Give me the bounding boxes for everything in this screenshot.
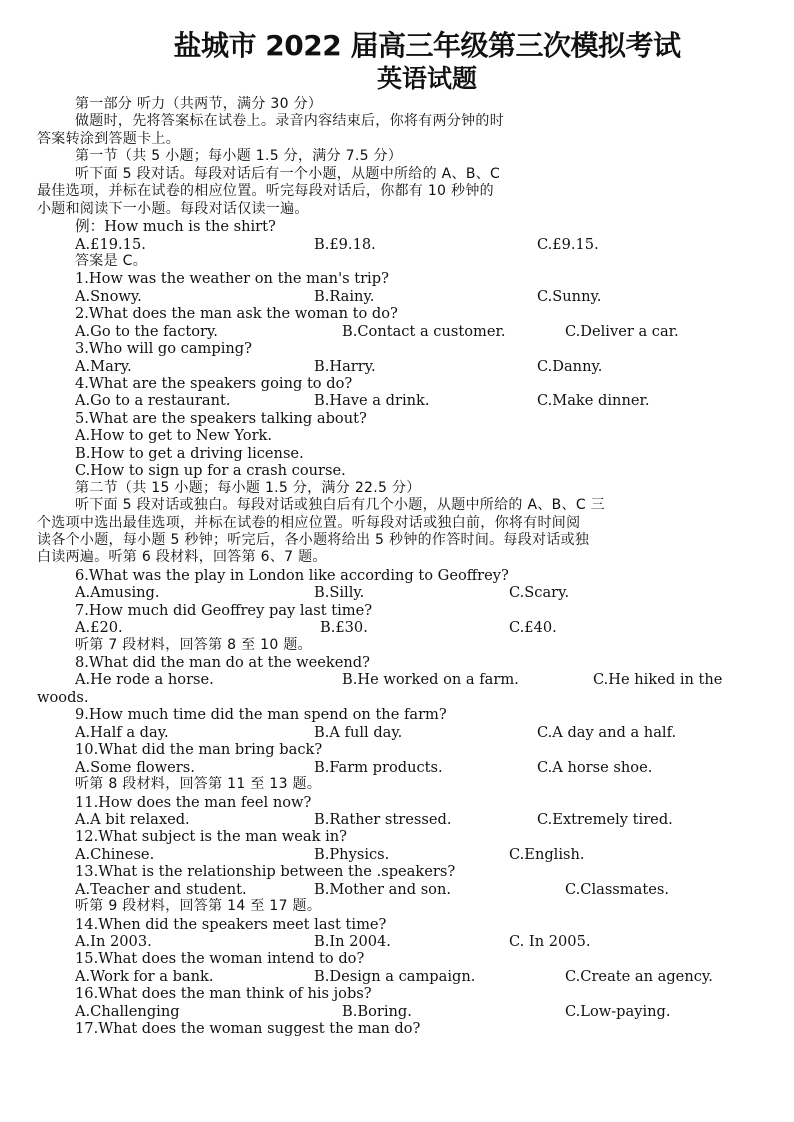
text-line xyxy=(0,776,794,793)
line-text: 7.How much did Geoffrey pay last time? xyxy=(75,601,373,619)
option-text: C.Create an agency. xyxy=(565,967,713,985)
line-text: 12.What subject is the man weak in? xyxy=(75,828,347,846)
option-text: B.Boring. xyxy=(342,1002,412,1020)
line-text: A.Amusing. xyxy=(75,584,160,602)
line-text: 听第 8 段材料，回答第 11 至 13 题。 xyxy=(75,776,322,793)
line-text: 第一节（共 5 小题；每小题 1.5 分，满分 7.5 分） xyxy=(75,148,403,165)
line-text: 13.What is the relationship between the .speakers? xyxy=(75,863,456,881)
option-text: C.English. xyxy=(509,845,585,863)
line-text: A.In 2003. xyxy=(75,933,152,950)
option-text: B.He worked on a farm. xyxy=(342,671,519,689)
line-text: 读各个小题，每小题 5 秒钟；听完后，各小题将给出 5 秒钟的作答时间。每段对话或独 xyxy=(37,531,590,548)
text-line xyxy=(0,113,794,130)
option-text: B.In 2004. xyxy=(314,933,391,950)
text-line xyxy=(0,305,794,322)
option-text: B.£30. xyxy=(320,619,368,637)
exam-title: 盐城市 2022 届高三年级第三次模拟考试 xyxy=(173,29,681,62)
option-text: B.Physics. xyxy=(314,845,390,863)
line-text: 8.What did the man do at the weekend? xyxy=(75,654,370,671)
line-text: A.Half a day. xyxy=(75,723,169,741)
option-text: C.A day and a half. xyxy=(537,723,677,741)
option-text: B.Contact a customer. xyxy=(342,322,506,340)
text-line xyxy=(0,1003,794,1020)
text-line xyxy=(0,462,794,479)
text-line xyxy=(0,340,794,357)
text-line xyxy=(0,515,794,532)
line-text: 15.What does the woman intend to do? xyxy=(75,950,365,968)
text-line xyxy=(0,567,794,584)
line-text: A.Go to a restaurant. xyxy=(75,392,231,410)
line-text: 17.What does the woman suggest the man do? xyxy=(75,1020,421,1038)
line-text: A.Snowy. xyxy=(75,287,142,305)
option-text: C.Danny. xyxy=(537,357,603,375)
option-text: B.Silly. xyxy=(314,584,365,602)
line-text: 第二节（共 15 小题；每小题 1.5 分，满分 22.5 分） xyxy=(75,479,421,496)
line-text: 做题时，先将答案标在试卷上。录音内容结束后，你将有两分钟的时 xyxy=(75,113,504,130)
text-line xyxy=(0,549,794,566)
text-line xyxy=(0,933,794,950)
line-text: 10.What did the man bring back? xyxy=(75,741,323,759)
text-line xyxy=(0,985,794,1002)
option-text: C.Extremely tired. xyxy=(537,810,673,828)
option-text: C.Deliver a car. xyxy=(565,322,679,340)
text-line xyxy=(0,480,794,497)
text-line xyxy=(0,358,794,375)
line-text: A.£19.15. xyxy=(75,235,146,253)
text-line xyxy=(0,619,794,636)
line-text: woods. xyxy=(37,688,89,706)
text-line xyxy=(0,654,794,671)
line-text: 16.What does the man think of his jobs? xyxy=(75,985,372,1003)
line-text: 个选项中选出最佳选项，并标在试卷的相应位置。听每段对话或独白前，你将有时间阅 xyxy=(37,514,581,531)
text-line xyxy=(0,741,794,758)
text-line xyxy=(0,759,794,776)
line-text: 听下面 5 段对话。每段对话后有一个小题，从题中所给的 A、B、C xyxy=(75,165,501,182)
text-line xyxy=(0,706,794,723)
line-text: A.He rode a horse. xyxy=(75,671,214,689)
text-line xyxy=(0,950,794,967)
option-text: B.£9.18. xyxy=(314,235,376,253)
text-line xyxy=(0,131,794,148)
line-text: 小题和阅读下一小题。每段对话仅读一遍。 xyxy=(37,200,309,217)
text-line xyxy=(0,288,794,305)
text-line xyxy=(0,828,794,845)
text-line xyxy=(0,724,794,741)
text-line xyxy=(0,846,794,863)
text-line xyxy=(0,637,794,654)
option-text: C.Scary. xyxy=(509,584,570,602)
line-text: 6.What was the play in London like according to Geoffrey? xyxy=(75,566,509,584)
line-text: C.How to sign up for a crash course. xyxy=(75,462,346,480)
line-text: 4.What are the speakers going to do? xyxy=(75,375,353,392)
text-line xyxy=(0,445,794,462)
text-line xyxy=(0,898,794,915)
option-text: C.Make dinner. xyxy=(537,392,650,410)
text-line xyxy=(0,602,794,619)
option-text: C.A horse shoe. xyxy=(537,758,653,776)
option-text: B.Rather stressed. xyxy=(314,810,452,828)
line-text: 5.What are the speakers talking about? xyxy=(75,409,367,427)
text-line xyxy=(0,270,794,287)
line-text: A.A bit relaxed. xyxy=(75,810,190,828)
text-line xyxy=(0,689,794,706)
line-text: 11.How does the man feel now? xyxy=(75,793,312,811)
line-text: 听下面 5 段对话或独白。每段对话或独白后有几个小题，从题中所给的 A、B、C 三 xyxy=(75,497,605,514)
option-text: B.Rainy. xyxy=(314,287,375,305)
exam-body xyxy=(0,96,794,1038)
text-line xyxy=(0,863,794,880)
line-text: 最佳选项，并标在试卷的相应位置。听完每段对话后，你都有 10 秒钟的 xyxy=(37,183,494,200)
line-text: 答案转涂到答题卡上。 xyxy=(37,130,180,147)
line-text: A.£20. xyxy=(75,619,123,637)
line-text: 白读两遍。听第 6 段材料，回答第 6、7 题。 xyxy=(37,549,327,566)
text-line xyxy=(0,236,794,253)
text-line xyxy=(0,392,794,409)
line-text: 听第 7 段材料，回答第 8 至 10 题。 xyxy=(75,636,312,653)
text-line xyxy=(0,96,794,113)
option-text: C.£9.15. xyxy=(537,235,599,253)
line-text: A.Challenging xyxy=(75,1002,180,1020)
line-text: A.Teacher and student. xyxy=(75,880,247,898)
option-text: C. In 2005. xyxy=(509,933,591,950)
option-text: B.Harry. xyxy=(314,357,376,375)
line-text: A.Some flowers. xyxy=(75,758,195,776)
text-line xyxy=(0,410,794,427)
text-line xyxy=(0,253,794,270)
text-line xyxy=(0,148,794,165)
text-line xyxy=(0,916,794,933)
text-line xyxy=(0,218,794,235)
option-text: C.Sunny. xyxy=(537,287,602,305)
text-line xyxy=(0,323,794,340)
text-line xyxy=(0,497,794,514)
line-text: 第一部分 听力（共两节，满分 30 分） xyxy=(75,96,323,112)
option-text: C.Classmates. xyxy=(565,880,669,898)
text-line xyxy=(0,427,794,444)
text-line xyxy=(0,968,794,985)
line-text: A.How to get to New York. xyxy=(75,427,273,445)
line-text: A.Chinese. xyxy=(75,845,155,863)
text-line xyxy=(0,532,794,549)
option-text: B.Farm products. xyxy=(314,758,443,776)
text-line xyxy=(0,201,794,218)
line-text: 听第 9 段材料，回答第 14 至 17 题。 xyxy=(75,898,322,915)
line-text: 答案是 C。 xyxy=(75,252,148,269)
text-line xyxy=(0,584,794,601)
line-text: A.Mary. xyxy=(75,357,132,375)
line-text: 3.Who will go camping? xyxy=(75,340,252,358)
text-line xyxy=(0,166,794,183)
option-text: C.He hiked in the xyxy=(593,671,723,689)
option-text: C.Low-paying. xyxy=(565,1002,671,1020)
text-line xyxy=(0,1020,794,1037)
text-line xyxy=(0,183,794,200)
option-text: B.Design a campaign. xyxy=(314,967,476,985)
line-text: A.Go to the factory. xyxy=(75,322,218,340)
line-text: 1.How was the weather on the man's trip? xyxy=(75,270,389,288)
text-line xyxy=(0,375,794,392)
exam-subtitle: 英语试题 xyxy=(376,64,477,93)
line-text: B.How to get a driving license. xyxy=(75,444,304,462)
option-text: B.Mother and son. xyxy=(314,880,452,898)
line-text: 14.When did the speakers meet last time? xyxy=(75,915,387,933)
text-line xyxy=(0,881,794,898)
text-line xyxy=(0,794,794,811)
text-line xyxy=(0,811,794,828)
line-text: 9.How much time did the man spend on the farm? xyxy=(75,706,447,724)
text-line xyxy=(0,671,794,688)
option-text: B.A full day. xyxy=(314,723,403,741)
line-text: A.Work for a bank. xyxy=(75,967,214,985)
line-text: 2.What does the man ask the woman to do? xyxy=(75,305,398,323)
line-text: 例：How much is the shirt? xyxy=(75,218,276,236)
option-text: B.Have a drink. xyxy=(314,392,430,410)
option-text: C.£40. xyxy=(509,619,557,637)
